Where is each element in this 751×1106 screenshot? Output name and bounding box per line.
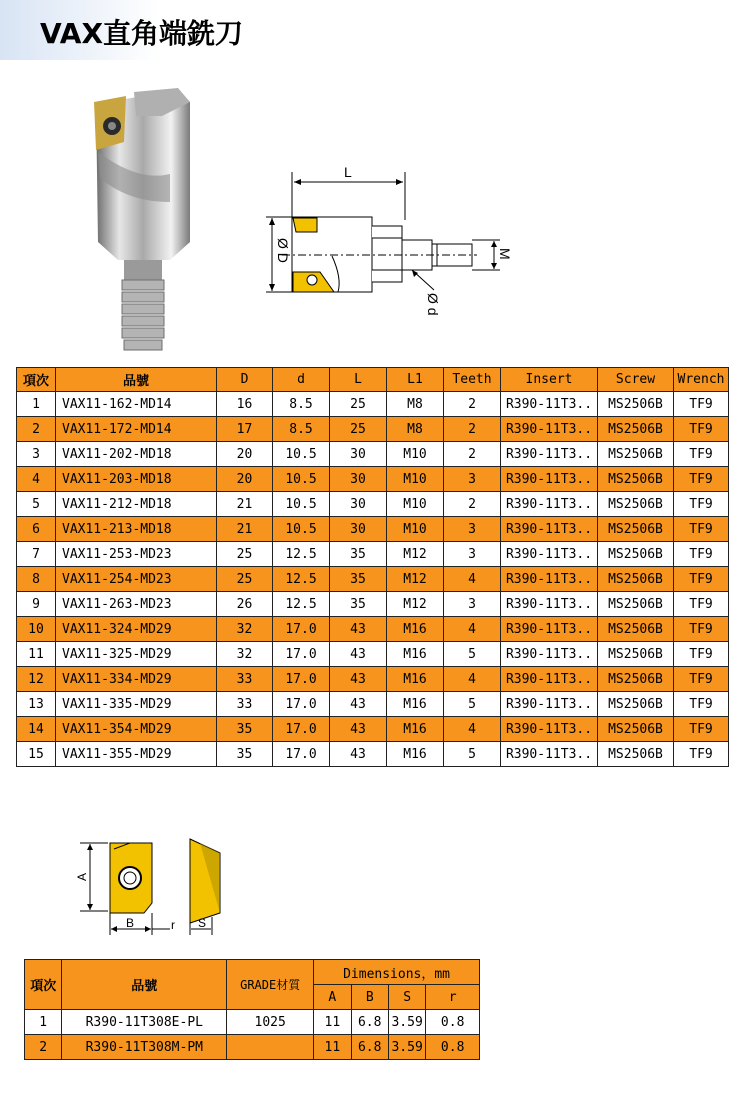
cell-L1: M16 [387, 692, 444, 717]
cell-teeth: 5 [444, 642, 501, 667]
cell-L1: M8 [387, 392, 444, 417]
cell-screw: MS2506B [598, 492, 674, 517]
cell-insert: R390-11T3.. [501, 592, 598, 617]
cell-wrench: TF9 [674, 467, 729, 492]
cell-teeth: 4 [444, 667, 501, 692]
cell-insert: R390-11T3.. [501, 692, 598, 717]
header-model: 品號 [56, 368, 217, 392]
cell-insert: R390-11T3.. [501, 567, 598, 592]
cell-L1: M16 [387, 667, 444, 692]
cell-L1: M12 [387, 542, 444, 567]
cell-D: 20 [217, 467, 273, 492]
table-row [17, 542, 729, 567]
cell-wrench: TF9 [674, 692, 729, 717]
cell-item: 15 [17, 742, 56, 767]
insert-cell-model: R390-11T308M-PM [62, 1035, 227, 1060]
cell-item: 12 [17, 667, 56, 692]
cell-d: 10.5 [273, 492, 330, 517]
insert-cell-A: 11 [314, 1035, 351, 1060]
cell-teeth: 4 [444, 567, 501, 592]
cell-insert: R390-11T3.. [501, 667, 598, 692]
end-mill-drawing [262, 160, 522, 335]
cell-d: 17.0 [273, 667, 330, 692]
cell-screw: MS2506B [598, 692, 674, 717]
cell-wrench: TF9 [674, 417, 729, 442]
cell-screw: MS2506B [598, 567, 674, 592]
table-row [25, 1035, 480, 1060]
table-row [17, 467, 729, 492]
cell-L: 25 [330, 417, 387, 442]
insert-header-row [25, 960, 480, 985]
cell-item: 7 [17, 542, 56, 567]
insert-header-item: 項次 [25, 960, 62, 1010]
cell-d: 17.0 [273, 742, 330, 767]
cell-D: 25 [217, 567, 273, 592]
cell-d: 17.0 [273, 617, 330, 642]
cell-screw: MS2506B [598, 392, 674, 417]
cell-L1: M10 [387, 467, 444, 492]
cell-item: 4 [17, 467, 56, 492]
insert-label-A: A [75, 872, 89, 881]
insert-drawing [70, 833, 240, 941]
cell-L: 30 [330, 442, 387, 467]
header-teeth: Teeth [444, 368, 501, 392]
cell-model: VAX11-162-MD14 [56, 392, 217, 417]
cell-D: 33 [217, 667, 273, 692]
table-row [17, 567, 729, 592]
cell-L1: M10 [387, 517, 444, 542]
cell-wrench: TF9 [674, 392, 729, 417]
header-L: L [330, 368, 387, 392]
cell-insert: R390-11T3.. [501, 442, 598, 467]
cell-L1: M16 [387, 717, 444, 742]
cell-d: 17.0 [273, 717, 330, 742]
cell-L: 30 [330, 517, 387, 542]
cell-wrench: TF9 [674, 742, 729, 767]
cell-model: VAX11-324-MD29 [56, 617, 217, 642]
cell-teeth: 2 [444, 442, 501, 467]
table-row [25, 1010, 480, 1035]
cell-insert: R390-11T3.. [501, 417, 598, 442]
cell-item: 10 [17, 617, 56, 642]
cell-teeth: 2 [444, 392, 501, 417]
cell-model: VAX11-254-MD23 [56, 567, 217, 592]
table-row [17, 417, 729, 442]
cell-L1: M16 [387, 642, 444, 667]
cell-wrench: TF9 [674, 442, 729, 467]
insert-cell-r: 0.8 [426, 1035, 480, 1060]
table-row [17, 642, 729, 667]
cell-screw: MS2506B [598, 717, 674, 742]
cell-L: 35 [330, 542, 387, 567]
cell-D: 21 [217, 492, 273, 517]
cell-model: VAX11-355-MD29 [56, 742, 217, 767]
cell-insert: R390-11T3.. [501, 392, 598, 417]
cell-insert: R390-11T3.. [501, 742, 598, 767]
page-title: VAX直角端銑刀 [40, 17, 244, 50]
cell-d: 10.5 [273, 467, 330, 492]
insert-cell-B: 6.8 [351, 1035, 388, 1060]
insert-header-r: r [426, 985, 480, 1010]
cell-wrench: TF9 [674, 617, 729, 642]
cell-model: VAX11-213-MD18 [56, 517, 217, 542]
cell-L: 35 [330, 592, 387, 617]
insert-header-B: B [351, 985, 388, 1010]
cell-teeth: 4 [444, 617, 501, 642]
cell-insert: R390-11T3.. [501, 492, 598, 517]
cell-L: 35 [330, 567, 387, 592]
table-row [17, 617, 729, 642]
cell-screw: MS2506B [598, 467, 674, 492]
cell-L1: M16 [387, 617, 444, 642]
header-D: D [217, 368, 273, 392]
cell-D: 17 [217, 417, 273, 442]
table-row [17, 492, 729, 517]
dim-label-d: Ø d [425, 293, 441, 316]
header-d: d [273, 368, 330, 392]
insert-label-S: S [198, 916, 207, 930]
insert-cell-grade: 1025 [227, 1010, 314, 1035]
cell-d: 10.5 [273, 442, 330, 467]
cell-model: VAX11-203-MD18 [56, 467, 217, 492]
cell-D: 33 [217, 692, 273, 717]
cell-teeth: 5 [444, 742, 501, 767]
cell-L1: M12 [387, 592, 444, 617]
insert-header-dimensions: Dimensions，mm [314, 960, 480, 985]
insert-header-grade: GRADE材質 [227, 960, 314, 1010]
insert-cell-item: 1 [25, 1010, 62, 1035]
cell-model: VAX11-172-MD14 [56, 417, 217, 442]
cell-item: 2 [17, 417, 56, 442]
cell-L: 30 [330, 467, 387, 492]
table-row [17, 517, 729, 542]
insert-cell-A: 11 [314, 1010, 351, 1035]
cell-D: 21 [217, 517, 273, 542]
cell-L: 25 [330, 392, 387, 417]
cell-d: 12.5 [273, 542, 330, 567]
cell-d: 17.0 [273, 692, 330, 717]
table-header-row [17, 368, 729, 392]
insert-cell-grade [227, 1035, 314, 1060]
table-row [17, 592, 729, 617]
insert-label-r: r [171, 918, 175, 932]
cell-insert: R390-11T3.. [501, 642, 598, 667]
cell-L: 43 [330, 742, 387, 767]
cell-insert: R390-11T3.. [501, 617, 598, 642]
insert-cell-S: 3.59 [388, 1035, 425, 1060]
cell-L: 43 [330, 717, 387, 742]
cell-wrench: TF9 [674, 517, 729, 542]
cell-screw: MS2506B [598, 617, 674, 642]
cell-screw: MS2506B [598, 517, 674, 542]
header-item: 項次 [17, 368, 56, 392]
cell-L: 43 [330, 692, 387, 717]
table-row [17, 742, 729, 767]
cell-D: 20 [217, 442, 273, 467]
cell-teeth: 3 [444, 592, 501, 617]
product-table [16, 367, 729, 767]
header-wrench: Wrench [674, 368, 729, 392]
cell-d: 12.5 [273, 567, 330, 592]
insert-cell-item: 2 [25, 1035, 62, 1060]
cell-item: 9 [17, 592, 56, 617]
cell-screw: MS2506B [598, 417, 674, 442]
insert-cell-r: 0.8 [426, 1010, 480, 1035]
dim-label-L: L [344, 164, 352, 180]
cell-item: 8 [17, 567, 56, 592]
insert-header-A: A [314, 985, 351, 1010]
cell-item: 6 [17, 517, 56, 542]
insert-cell-model: R390-11T308E-PL [62, 1010, 227, 1035]
cell-insert: R390-11T3.. [501, 717, 598, 742]
cell-teeth: 2 [444, 492, 501, 517]
cell-insert: R390-11T3.. [501, 467, 598, 492]
cell-D: 25 [217, 542, 273, 567]
cell-screw: MS2506B [598, 592, 674, 617]
table-row [17, 692, 729, 717]
dim-label-M: M [497, 248, 513, 260]
table-row [17, 392, 729, 417]
cell-L: 43 [330, 642, 387, 667]
table-row [17, 717, 729, 742]
cell-screw: MS2506B [598, 642, 674, 667]
insert-label-B: B [126, 916, 135, 930]
cell-d: 8.5 [273, 417, 330, 442]
cell-model: VAX11-212-MD18 [56, 492, 217, 517]
cell-D: 35 [217, 717, 273, 742]
cell-L1: M8 [387, 417, 444, 442]
end-mill-photo [78, 82, 208, 354]
cell-teeth: 5 [444, 692, 501, 717]
cell-item: 13 [17, 692, 56, 717]
cell-screw: MS2506B [598, 542, 674, 567]
cell-insert: R390-11T3.. [501, 517, 598, 542]
cell-d: 8.5 [273, 392, 330, 417]
cell-item: 1 [17, 392, 56, 417]
cell-model: VAX11-334-MD29 [56, 667, 217, 692]
header-L1: L1 [387, 368, 444, 392]
cell-model: VAX11-335-MD29 [56, 692, 217, 717]
cell-L: 30 [330, 492, 387, 517]
cell-model: VAX11-202-MD18 [56, 442, 217, 467]
cell-teeth: 4 [444, 717, 501, 742]
cell-teeth: 3 [444, 467, 501, 492]
cell-item: 11 [17, 642, 56, 667]
cell-d: 10.5 [273, 517, 330, 542]
cell-L1: M12 [387, 567, 444, 592]
cell-teeth: 2 [444, 417, 501, 442]
cell-wrench: TF9 [674, 642, 729, 667]
table-row [17, 667, 729, 692]
cell-D: 32 [217, 642, 273, 667]
insert-cell-B: 6.8 [351, 1010, 388, 1035]
cell-D: 16 [217, 392, 273, 417]
cell-model: VAX11-263-MD23 [56, 592, 217, 617]
cell-item: 3 [17, 442, 56, 467]
cell-wrench: TF9 [674, 667, 729, 692]
cell-model: VAX11-354-MD29 [56, 717, 217, 742]
cell-L: 43 [330, 617, 387, 642]
cell-model: VAX11-253-MD23 [56, 542, 217, 567]
cell-insert: R390-11T3.. [501, 542, 598, 567]
insert-cell-S: 3.59 [388, 1010, 425, 1035]
cell-L1: M10 [387, 492, 444, 517]
cell-model: VAX11-325-MD29 [56, 642, 217, 667]
header-screw: Screw [598, 368, 674, 392]
table-row [17, 442, 729, 467]
cell-item: 5 [17, 492, 56, 517]
cell-D: 35 [217, 742, 273, 767]
cell-wrench: TF9 [674, 492, 729, 517]
cell-d: 12.5 [273, 592, 330, 617]
cell-L1: M10 [387, 442, 444, 467]
cell-D: 32 [217, 617, 273, 642]
cell-wrench: TF9 [674, 717, 729, 742]
cell-wrench: TF9 [674, 592, 729, 617]
insert-table [24, 959, 480, 1060]
insert-header-S: S [388, 985, 425, 1010]
cell-L1: M16 [387, 742, 444, 767]
cell-screw: MS2506B [598, 742, 674, 767]
cell-wrench: TF9 [674, 542, 729, 567]
cell-L: 43 [330, 667, 387, 692]
cell-teeth: 3 [444, 517, 501, 542]
cell-d: 17.0 [273, 642, 330, 667]
cell-screw: MS2506B [598, 667, 674, 692]
dim-label-D: Ø D [275, 238, 291, 263]
header-insert: Insert [501, 368, 598, 392]
cell-screw: MS2506B [598, 442, 674, 467]
insert-header-model: 品號 [62, 960, 227, 1010]
cell-item: 14 [17, 717, 56, 742]
cell-wrench: TF9 [674, 567, 729, 592]
cell-D: 26 [217, 592, 273, 617]
cell-teeth: 3 [444, 542, 501, 567]
